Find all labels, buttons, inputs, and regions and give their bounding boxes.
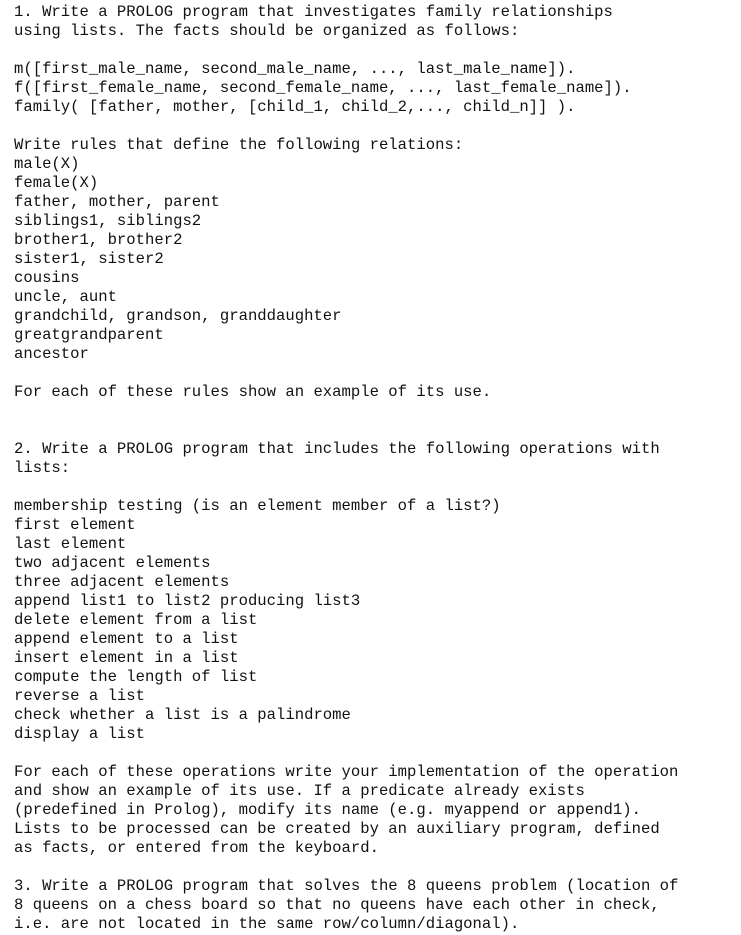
text-line: father, mother, parent: [14, 193, 220, 211]
text-line: delete element from a list: [14, 611, 258, 629]
text-line: Lists to be processed can be created by an auxiliary program, defined: [14, 820, 660, 838]
text-line: as facts, or entered from the keyboard.: [14, 839, 379, 857]
text-line: 2. Write a PROLOG program that includes the following operations with: [14, 440, 660, 458]
text-line: ancestor: [14, 345, 89, 363]
text-line: membership testing (is an element member of a list?): [14, 497, 501, 515]
text-line: 1. Write a PROLOG program that investigates family relationships: [14, 3, 613, 21]
text-line: check whether a list is a palindrome: [14, 706, 351, 724]
text-line: male(X): [14, 155, 80, 173]
text-line: greatgrandparent: [14, 326, 164, 344]
text-line: For each of these rules show an example of its use.: [14, 383, 492, 401]
text-line: reverse a list: [14, 687, 146, 705]
text-line: (predefined in Prolog), modify its name (e.g. myappend or append1).: [14, 801, 641, 819]
text-line: append element to a list: [14, 630, 239, 648]
text-line: uncle, aunt: [14, 288, 117, 306]
text-line: using lists. The facts should be organized as follows:: [14, 22, 520, 40]
text-line: two adjacent elements: [14, 554, 211, 572]
text-line: f([first_female_name, second_female_name, ..., last_female_name]).: [14, 79, 632, 97]
text-line: first element: [14, 516, 136, 534]
text-line: and show an example of its use. If a predicate already exists: [14, 782, 585, 800]
text-line: display a list: [14, 725, 146, 743]
text-line: lists:: [14, 459, 71, 477]
text-line: insert element in a list: [14, 649, 239, 667]
text-line: brother1, brother2: [14, 231, 183, 249]
text-line: cousins: [14, 269, 80, 287]
text-line: female(X): [14, 174, 99, 192]
text-line: siblings1, siblings2: [14, 212, 202, 230]
text-line: 8 queens on a chess board so that no queens have each other in check,: [14, 896, 660, 914]
text-line: For each of these operations write your implementation of the operation: [14, 763, 679, 781]
text-line: 3. Write a PROLOG program that solves the 8 queens problem (location of: [14, 877, 679, 895]
text-line: Write rules that define the following relations:: [14, 136, 464, 154]
text-line: sister1, sister2: [14, 250, 164, 268]
text-line: append list1 to list2 producing list3: [14, 592, 361, 610]
text-line: m([first_male_name, second_male_name, ..., last_male_name]).: [14, 60, 576, 78]
text-line: three adjacent elements: [14, 573, 230, 591]
text-line: family( [father, mother, [child_1, child_2,..., child_n]] ).: [14, 98, 576, 116]
text-line: compute the length of list: [14, 668, 258, 686]
text-line: i.e. are not located in the same row/column/diagonal).: [14, 915, 520, 933]
text-line: grandchild, grandson, granddaughter: [14, 307, 342, 325]
text-line: last element: [14, 535, 127, 553]
